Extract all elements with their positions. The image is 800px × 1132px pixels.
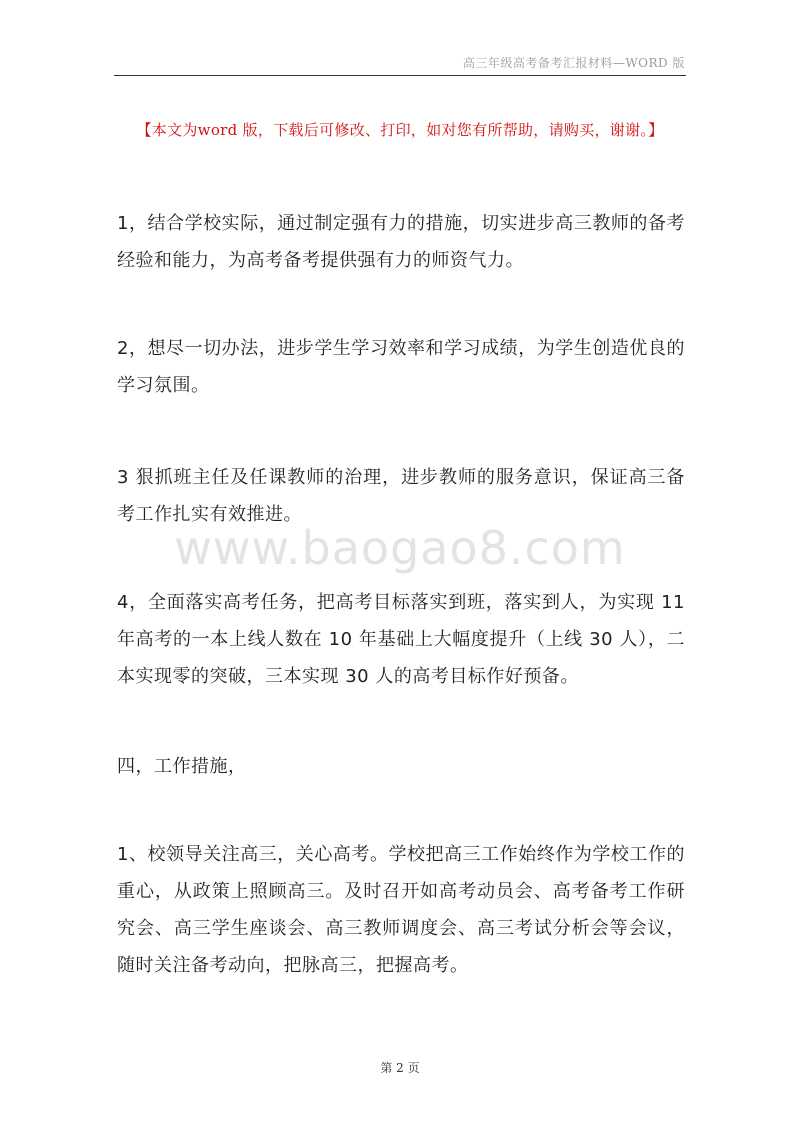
paragraph-4: 4，全面落实高考任务，把高考目标落实到班，落实到人，为实现 11 年高考的一本上线人数在 10 年基础上大幅度提升（上线 30 人），二本实现零的突破，三本实现 30 人的高考目标作好预备。	[117, 592, 685, 687]
paragraph-3: 3 狠抓班主任及任课教师的治理，进步教师的服务意识，保证高三备考工作扎实有效推进。	[117, 467, 685, 525]
paragraph-5: 1、校领导关注高三，关心高考。学校把高三工作始终作为学校工作的重心，从政策上照顾高三。及时召开如高考动员会、高考备考工作研究会、高三学生座谈会、高三教师调度会、高三考试分析会等会议，随时关注备考动向，把脉高三，把握高考。	[117, 844, 685, 976]
paragraph-2: 2，想尽一切办法，进步学生学习效率和学习成绩，为学生创造优良的学习氛围。	[117, 338, 685, 396]
header-divider	[114, 75, 686, 76]
watermark: www.baogao8.com	[174, 521, 626, 575]
paragraph-1: 1，结合学校实际，通过制定强有力的措施，切实进步高三教师的备考经验和能力，为高考备考提供强有力的师资气力。	[117, 213, 685, 271]
page-number: 第 2 页	[380, 1061, 420, 1075]
section-heading: 四，工作措施，	[117, 756, 247, 777]
running-header: 高三年级高考备考汇报材料—WORD 版	[462, 56, 685, 70]
purchase-notice: 【本文为word 版，下载后可修改、打印，如对您有所帮助，请购买，谢谢。】	[136, 121, 664, 139]
